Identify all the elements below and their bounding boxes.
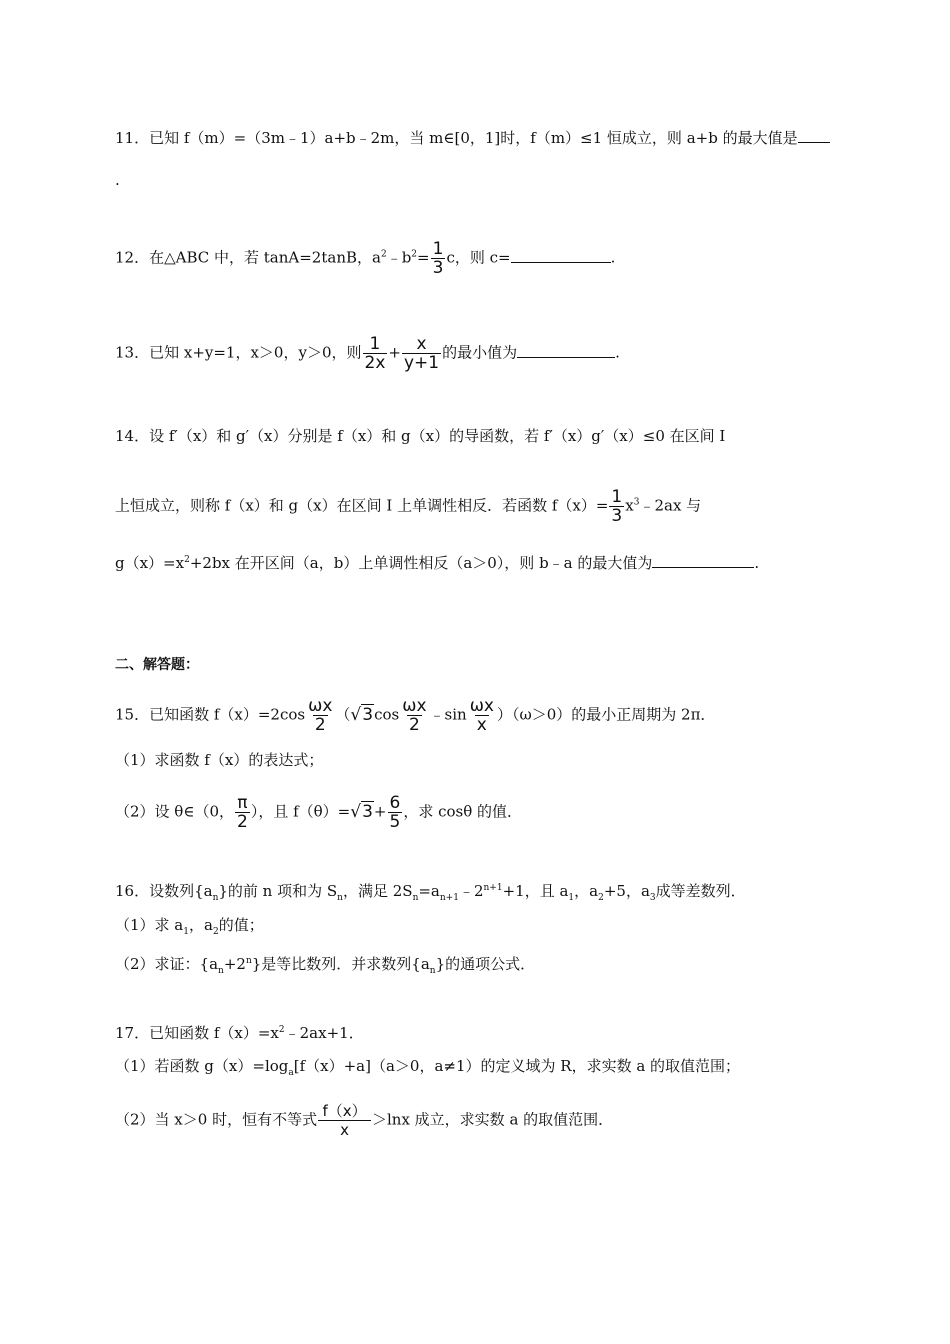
- text-fragment: +5，a: [603, 882, 650, 900]
- fraction-one-third: [431, 240, 446, 277]
- text-fragment: 上恒成立，则称 f（x）和 g（x）在区间 I 上单调性相反．若函数 f（x）=: [115, 496, 609, 515]
- fraction-numerator: 1: [432, 239, 444, 259]
- text-fragment: （1）求 a: [115, 916, 184, 934]
- text-fragment: g（x）=x: [115, 554, 185, 572]
- question-14-line-1: 14．设 f′（x）和 g′（x）分别是 f（x）和 g（x）的导函数，若 f′（x）g′（x）≤0 在区间 I: [115, 427, 726, 445]
- text-fragment: }的前 n 项和为 S: [218, 882, 338, 900]
- fraction-omega-x-over-x: [468, 697, 496, 734]
- fraction-numerator: f（x）: [322, 1102, 367, 1120]
- answer-blank: [798, 128, 830, 143]
- answer-blank: [652, 553, 754, 568]
- text-fragment: ，a: [189, 916, 213, 934]
- text-fragment: +2bx 在开区间（a，b）上单调性相反（a＞0），则 b﹣a 的最大值为: [189, 554, 653, 572]
- text-fragment: ，满足 2S: [342, 882, 413, 900]
- text-fragment: 的值；: [218, 916, 264, 934]
- text-fragment: +2: [223, 955, 246, 973]
- sqrt-3: √3: [350, 704, 374, 725]
- fraction-denominator: 3: [611, 506, 623, 526]
- fraction-1-over-2x: [363, 335, 388, 372]
- text-fragment: .: [610, 248, 616, 267]
- fraction-six-fifths: [388, 794, 403, 831]
- text-fragment: 16．设数列{a: [115, 882, 213, 900]
- fraction-numerator: 1: [611, 487, 623, 507]
- fraction-numerator: π: [237, 793, 248, 813]
- fraction-omega-x-over-2: [306, 697, 334, 734]
- text-fragment: =a: [418, 882, 440, 900]
- question-11: [115, 128, 830, 148]
- fraction-denominator: 5: [389, 812, 401, 832]
- sqrt-3: √3: [350, 801, 373, 822]
- question-11-end: .: [115, 171, 120, 189]
- text-fragment: 17．已知函数 f（x）=x: [115, 1024, 279, 1042]
- question-16-part-2: （2）求证：$\{a_n+2^n\}$是等比数列．并求数列$\{a_n\}$的通项公式．: [115, 955, 536, 976]
- text-fragment: }是等比数列．并求数列{a: [251, 955, 430, 973]
- text-fragment: ），且 f（θ）=: [250, 802, 351, 821]
- text-fragment: ＞lnx 成立，求实数 a 的取值范围．: [371, 1110, 614, 1129]
- text-fragment: +1，且 a: [502, 882, 569, 900]
- fraction-denominator: x: [476, 715, 487, 735]
- fraction-denominator: x: [318, 1120, 371, 1139]
- fraction-pi-over-2: [235, 794, 250, 831]
- fraction-numerator: 6: [389, 793, 401, 813]
- fraction-numerator: ωx: [308, 696, 333, 716]
- text-fragment: （2）求证：{a: [115, 955, 219, 973]
- fraction-denominator: 2: [408, 715, 420, 735]
- answer-blank: [511, 248, 611, 263]
- text-fragment: 的最小值为: [442, 343, 518, 362]
- text-fragment: ，a: [574, 882, 599, 900]
- text-fragment: （2）设 θ∈（0，: [115, 802, 234, 821]
- fraction-numerator: ωx: [469, 696, 494, 716]
- text-fragment: ，求 cosθ 的值．: [403, 802, 523, 821]
- fraction-denominator: 2: [314, 715, 326, 735]
- fraction-numerator: ωx: [402, 696, 427, 716]
- fraction-denominator: 3: [432, 258, 444, 278]
- question-16: 16．设数列$\{a_n\}$的前 n 项和为 $S_n$，满足 $2S_n=a_{n+1}﹣2^{n+1}+1$，且 $a_1$，$a_2+5$，$a_3$成等差数列．: [115, 882, 746, 903]
- radicand: 3: [362, 801, 373, 822]
- text-fragment: ﹣2: [458, 882, 484, 900]
- fraction-one-third: [609, 488, 624, 525]
- question-12-text: 12．在△ABC 中，若 tanA=2tanB，a: [115, 248, 381, 267]
- fraction-denominator: y+1: [403, 353, 440, 373]
- text-fragment: 成等差数列．: [655, 882, 746, 900]
- question-11-text: 11．已知 f（m）=（3m﹣1）a+b﹣2m，当 m∈[0，1]时，f（m）≤1 恒成立，则 a+b 的最大值是: [115, 129, 798, 147]
- text-fragment: c，则 c=: [446, 248, 511, 267]
- question-16-part-1: （1）求 $a_1$，$a_2$的值；: [115, 916, 264, 937]
- question-17-part-2: [115, 1102, 613, 1139]
- radicand: 3: [362, 704, 374, 725]
- question-15: [115, 697, 715, 734]
- fraction-f-over-x: [318, 1102, 371, 1139]
- question-15-part-2: [115, 794, 522, 831]
- text-fragment: ﹣2ax+1．: [284, 1024, 364, 1042]
- fraction-numerator: 1: [369, 334, 381, 354]
- text-fragment: ﹣b: [386, 248, 412, 267]
- question-13-text: 13．已知 x+y=1，x＞0，y＞0，则: [115, 343, 362, 362]
- text-fragment: +: [373, 802, 387, 821]
- section-heading: 二、解答题：: [115, 657, 199, 673]
- text-fragment: =: [417, 248, 430, 267]
- fraction-omega-x-over-2: [400, 697, 428, 734]
- question-17-part-1: （1）若函数 $g(x)=\log_a[f(x)+a](a>0$，a≠1）的定义域为 R，求实数 a 的取值范围；: [115, 1057, 741, 1078]
- text-fragment: [f（x）+a]（a＞0，a≠1）的定义域为 R，求实数 a 的取值范围；: [293, 1057, 741, 1075]
- text-fragment: ﹣sin: [429, 705, 467, 724]
- question-15-part-1: （1）求函数 f（x）的表达式；: [115, 751, 324, 769]
- question-14-line-2: 上恒成立，则称 f（x）和 g（x）在区间 I 上单调性相反．若函数 f（x）= $\frac{1}{3}$ $x^3﹣2ax$ 与: [115, 487, 702, 526]
- text-fragment: （: [335, 705, 351, 724]
- fraction-denominator: 2x: [364, 353, 386, 373]
- answer-blank: [517, 343, 615, 358]
- text-fragment: ）（ω＞0）的最小正周期为 2π．: [496, 705, 716, 724]
- question-17: 17．已知函数 $f(x)=x^2﹣2ax+1$．: [115, 1024, 364, 1042]
- text-fragment: ﹣2ax 与: [639, 496, 702, 515]
- question-14-line-3: $g(x)=x^2+2bx$ 在开区间（a，b）上单调性相反（a＞0），则 b﹣a 的最大值为 .: [115, 554, 760, 572]
- text-fragment: x: [625, 496, 634, 515]
- question-12: 12．在△ABC 中，若 tanA=2tanB，$a^2﹣b^2=$ $\frac{1}{3}$ c，则 c= .: [115, 239, 616, 278]
- fraction-denominator: 2: [237, 812, 248, 832]
- text-fragment: .: [754, 554, 760, 572]
- text-fragment: （2）当 x＞0 时，恒有不等式: [115, 1110, 318, 1129]
- text-fragment: .: [615, 343, 620, 362]
- text-fragment: cos: [374, 705, 400, 724]
- text-fragment: +: [388, 343, 401, 362]
- fraction-numerator: x: [416, 334, 427, 354]
- text-fragment: （1）若函数 g（x）=log: [115, 1057, 289, 1075]
- text-fragment: 15．已知函数 f（x）=2cos: [115, 705, 306, 724]
- question-13: [115, 335, 620, 372]
- text-fragment: }的通项公式．: [435, 955, 536, 973]
- fraction-x-over-y-plus-1: [402, 335, 441, 372]
